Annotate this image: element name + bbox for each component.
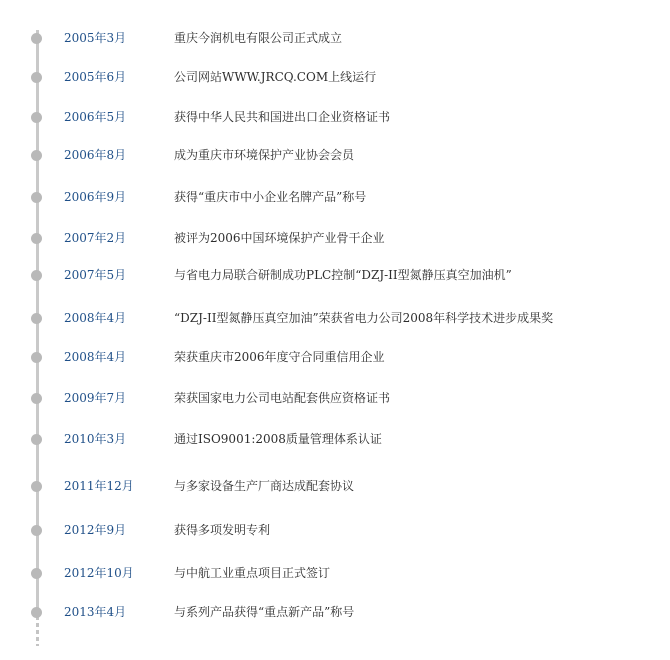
timeline-entry	[0, 563, 670, 583]
timeline-entry	[0, 228, 670, 248]
timeline-date: 2006年9月	[64, 190, 127, 204]
timeline-event-text: 荣获国家电力公司电站配套供应资格证书	[174, 391, 391, 405]
timeline-date: 2007年5月	[64, 268, 127, 282]
timeline-dot-icon	[31, 434, 42, 445]
timeline-event-text: 公司网站WWW.JRCQ.COM上线运行	[174, 70, 377, 84]
timeline-event-text: 荣获重庆市2006年度守合同重信用企业	[174, 350, 385, 364]
timeline-entry	[0, 429, 670, 449]
timeline-dot-icon	[31, 525, 42, 536]
timeline-date: 2006年8月	[64, 148, 127, 162]
timeline-date: 2011年12月	[64, 479, 134, 493]
timeline-entry	[0, 520, 670, 540]
timeline-dot-icon	[31, 150, 42, 161]
timeline-event-text: 通过ISO9001:2008质量管理体系认证	[174, 432, 382, 446]
timeline-entry	[0, 107, 670, 127]
timeline-entry	[0, 265, 670, 285]
timeline-event-text: 与多家设备生产厂商达成配套协议	[174, 479, 355, 493]
timeline-event-text: “DZJ-II型氮静压真空加油”荣获省电力公司2008年科学技术进步成果奖	[174, 311, 554, 325]
timeline-date: 2012年10月	[64, 566, 134, 580]
timeline-dot-icon	[31, 393, 42, 404]
timeline-entry	[0, 67, 670, 87]
timeline-dot-icon	[31, 192, 42, 203]
timeline-date: 2009年7月	[64, 391, 127, 405]
timeline-entry	[0, 145, 670, 165]
timeline-dot-icon	[31, 33, 42, 44]
timeline-dot-icon	[31, 568, 42, 579]
timeline-entry	[0, 347, 670, 367]
timeline-event-text: 与中航工业重点项目正式签订	[174, 566, 331, 580]
timeline-event-text: 获得中华人民共和国进出口企业资格证书	[174, 110, 391, 124]
timeline-dot-icon	[31, 607, 42, 618]
timeline-entry	[0, 308, 670, 328]
timeline-entry	[0, 187, 670, 207]
timeline-dot-icon	[31, 313, 42, 324]
timeline-event-text: 获得“重庆市中小企业名牌产品”称号	[174, 190, 367, 204]
timeline-dot-icon	[31, 270, 42, 281]
timeline-entry	[0, 602, 670, 622]
timeline-date: 2007年2月	[64, 231, 127, 245]
timeline-event-text: 与省电力局联合研制成功PLC控制“DZJ-II型氮静压真空加油机”	[174, 268, 512, 282]
timeline-event-text: 获得多项发明专利	[174, 523, 271, 537]
timeline-event-text: 成为重庆市环境保护产业协会会员	[174, 148, 355, 162]
timeline-date: 2013年4月	[64, 605, 127, 619]
timeline-entry	[0, 28, 670, 48]
timeline-event-text: 与系列产品获得“重点新产品”称号	[174, 605, 355, 619]
timeline-date: 2008年4月	[64, 311, 127, 325]
timeline-date: 2006年5月	[64, 110, 127, 124]
timeline-dot-icon	[31, 481, 42, 492]
timeline-dot-icon	[31, 233, 42, 244]
timeline-date: 2010年3月	[64, 432, 127, 446]
timeline-date: 2012年9月	[64, 523, 127, 537]
timeline-dot-icon	[31, 72, 42, 83]
timeline-event-text: 被评为2006中国环境保护产业骨干企业	[174, 231, 385, 245]
timeline-date: 2005年3月	[64, 31, 127, 45]
timeline-dot-icon	[31, 352, 42, 363]
timeline-dot-icon	[31, 112, 42, 123]
timeline-entry	[0, 388, 670, 408]
timeline-entry	[0, 476, 670, 496]
timeline-event-text: 重庆今润机电有限公司正式成立	[174, 31, 343, 45]
timeline-date: 2008年4月	[64, 350, 127, 364]
timeline-date: 2005年6月	[64, 70, 127, 84]
